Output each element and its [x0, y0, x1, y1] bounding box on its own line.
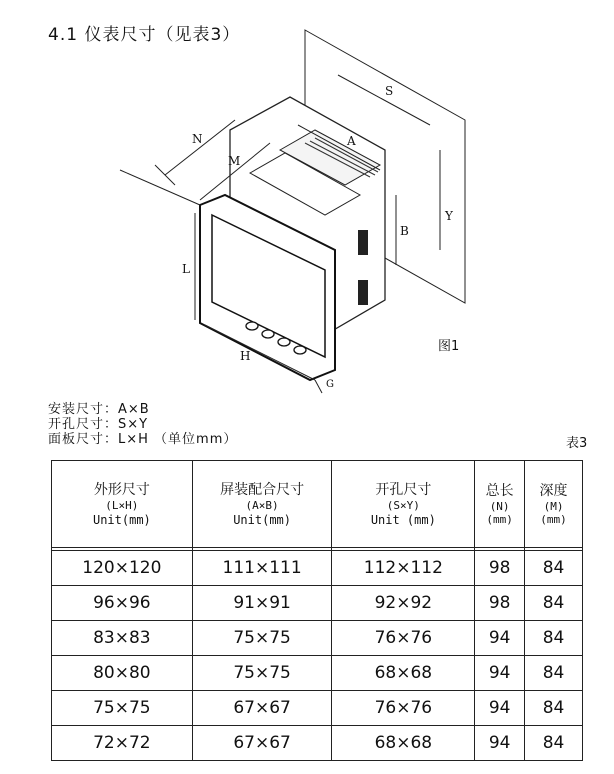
header-mount-size — [192, 461, 332, 548]
header-title: 总长 — [485, 483, 514, 499]
table-row — [52, 586, 583, 621]
cell-depth: 84 — [525, 691, 583, 726]
label-B: B — [400, 224, 409, 238]
cell-cutout: 76×76 — [332, 621, 475, 656]
cell-depth: 84 — [525, 551, 583, 586]
cell-cutout: 112×112 — [332, 551, 475, 586]
table-header-row — [52, 461, 583, 548]
table-row — [52, 691, 583, 726]
cell-outline: 120×120 — [52, 551, 193, 586]
cell-mount: 91×91 — [192, 586, 332, 621]
header-title: 深度 — [539, 483, 568, 499]
table-row — [52, 551, 583, 586]
header-unit: (mm) — [486, 513, 513, 526]
cell-depth: 84 — [525, 586, 583, 621]
cell-length: 98 — [475, 551, 525, 586]
header-sub: (M) — [543, 500, 564, 513]
cell-cutout: 68×68 — [332, 656, 475, 691]
note-cutout-size: 开孔尺寸：S×Y — [48, 417, 149, 432]
dimension-table — [51, 460, 583, 761]
label-M: M — [228, 154, 241, 168]
header-title: 屏装配合尺寸 — [220, 481, 305, 498]
side-clip-lower — [358, 280, 368, 305]
label-A: A — [347, 134, 356, 148]
note-install-size: 安装尺寸：A×B — [48, 402, 150, 417]
cell-mount: 67×67 — [192, 726, 332, 761]
cell-mount: 75×75 — [192, 621, 332, 656]
cell-mount: 111×111 — [192, 551, 332, 586]
table-row — [52, 656, 583, 691]
cell-cutout: 92×92 — [332, 586, 475, 621]
dimension-notes — [48, 402, 237, 447]
cell-outline: 75×75 — [52, 691, 193, 726]
cell-depth: 84 — [525, 621, 583, 656]
cell-mount: 75×75 — [192, 656, 332, 691]
cell-outline: 80×80 — [52, 656, 193, 691]
header-sub: (A×B) — [245, 498, 279, 512]
header-unit: Unit(mm) — [233, 512, 291, 527]
cell-outline: 72×72 — [52, 726, 193, 761]
header-cutout-size — [332, 461, 475, 548]
cell-length: 94 — [475, 726, 525, 761]
label-H: H — [240, 349, 251, 363]
label-Y: Y — [445, 209, 453, 223]
cell-mount: 67×67 — [192, 691, 332, 726]
cell-cutout: 68×68 — [332, 726, 475, 761]
cell-outline: 96×96 — [52, 586, 193, 621]
header-unit: Unit (mm) — [370, 512, 436, 527]
header-unit: (mm) — [540, 513, 567, 526]
header-outline-size — [52, 461, 193, 548]
table-label: 表3 — [566, 436, 588, 451]
header-sub: (L×H) — [105, 498, 139, 512]
header-title: 外形尺寸 — [93, 481, 150, 498]
header-sub: (N) — [489, 500, 510, 513]
label-S: S — [385, 84, 394, 98]
header-sub: (S×Y) — [386, 498, 420, 512]
table-row — [52, 621, 583, 656]
side-clip-upper — [358, 230, 368, 255]
header-total-length — [475, 461, 525, 548]
header-unit: Unit(mm) — [92, 512, 151, 527]
label-L: L — [182, 262, 190, 276]
figure-caption: 图1 — [438, 339, 460, 354]
cell-length: 94 — [475, 621, 525, 656]
note-panel-size: 面板尺寸：L×H （单位mm） — [48, 432, 238, 447]
label-N: N — [192, 132, 203, 146]
section-title: 4.1 仪表尺寸（见表3） — [48, 25, 241, 45]
cell-cutout: 76×76 — [332, 691, 475, 726]
label-G: G — [326, 379, 334, 390]
cell-outline: 83×83 — [52, 621, 193, 656]
cell-depth: 84 — [525, 656, 583, 691]
table-row — [52, 726, 583, 761]
header-title: 开孔尺寸 — [375, 481, 432, 498]
cell-length: 94 — [475, 691, 525, 726]
header-depth — [525, 461, 583, 548]
cell-depth: 84 — [525, 726, 583, 761]
cell-length: 98 — [475, 586, 525, 621]
cell-length: 94 — [475, 656, 525, 691]
